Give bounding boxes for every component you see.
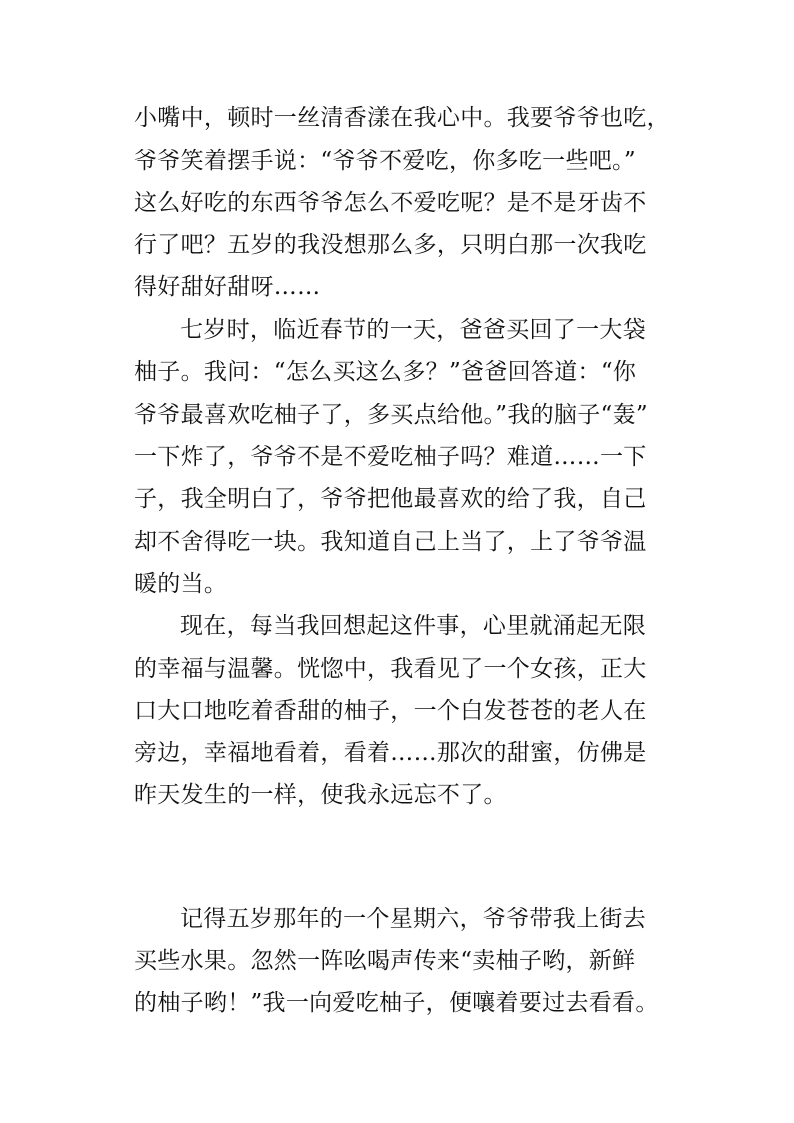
text-line: 七岁时，临近春节的一天，爸爸买回了一大袋 <box>180 317 646 343</box>
text-line: 暖的当。 <box>134 571 228 597</box>
text-line: 爷爷笑着摆手说：“爷爷不爱吃，你多吃一些吧。” <box>134 148 636 174</box>
text-line: 旁边，幸福地看着，看着……那次的甜蜜，仿佛是 <box>134 740 647 766</box>
text-line: 爷爷最喜欢吃柚子了，多买点给他。”我的脑子“轰” <box>134 402 648 428</box>
text-line: 子，我全明白了，爷爷把他最喜欢的给了我，自己 <box>134 486 647 512</box>
text-line: 的柚子哟！”我一向爱吃柚子，便嚷着要过去看看。 <box>134 990 659 1016</box>
text-line: 却不舍得吃一块。我知道自己上当了，上了爷爷温 <box>134 529 647 555</box>
text-line: 买些水果。忽然一阵吆喝声传来“卖柚子哟，新鲜 <box>134 948 636 974</box>
text-line: 记得五岁那年的一个星期六，爷爷带我上街去 <box>180 906 646 932</box>
text-line: 行了吧？五岁的我没想那么多，只明白那一次我吃 <box>134 232 647 258</box>
text-line: 口大口地吃着香甜的柚子，一个白发苍苍的老人在 <box>134 698 647 724</box>
text-line: 的幸福与温馨。恍惚中，我看见了一个女孩，正大 <box>134 656 647 682</box>
text-line: 柚子。我问：“怎么买这么多？”爸爸回答道：“你 <box>134 359 637 385</box>
text-line: 昨天发生的一样，使我永远忘不了。 <box>134 782 507 808</box>
text-line: 现在，每当我回想起这件事，心里就涌起无限 <box>180 613 646 639</box>
text-line: 这么好吃的东西爷爷怎么不爱吃呢？是不是牙齿不 <box>134 190 647 216</box>
text-line: 得好甜好甜呀…… <box>134 274 321 300</box>
text-line: 小嘴中，顿时一丝清香漾在我心中。我要爷爷也吃， <box>134 105 670 131</box>
text-line: 一下炸了，爷爷不是不爱吃柚子吗？难道……一下 <box>134 444 647 470</box>
